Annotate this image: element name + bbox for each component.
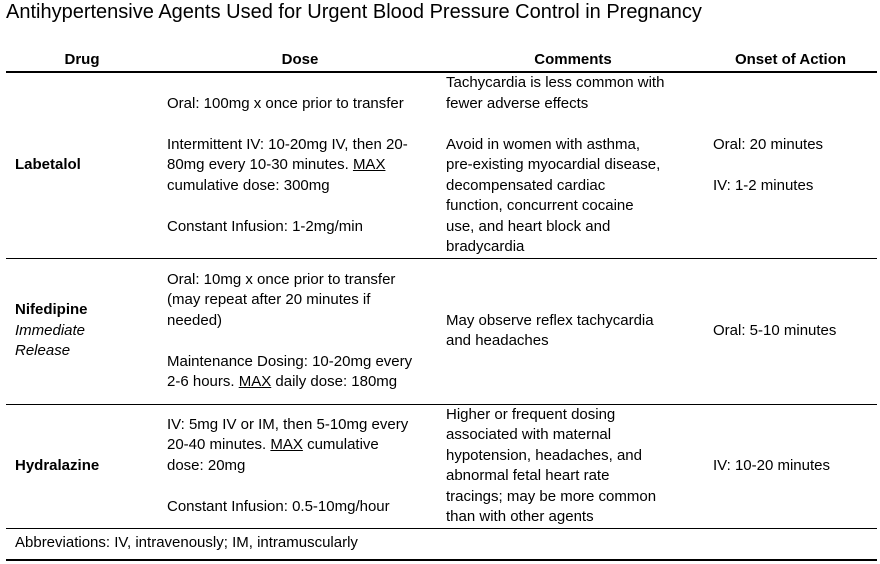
dose-line: (may repeat after 20 minutes if [167,291,371,308]
dose-text: daily dose: 180mg [271,373,398,390]
drug-cell [6,404,158,528]
drug-name: Hydralazine [15,456,100,474]
drug-cell [6,72,158,258]
dose-line: Intermittent IV: 10-20mg IV, then 20- [167,135,408,153]
dose-line: Constant Infusion: 1-2mg/min [167,217,363,235]
antihypertensive-table [6,49,877,561]
header-comments: Comments [442,49,704,72]
footnote-row [6,528,877,560]
dose-line: Constant Infusion: 0.5-10mg/hour [167,497,390,515]
dose-cell [158,258,442,404]
drug-formulation: Release [15,342,71,360]
comment-line: bradycardia [446,238,525,255]
max-label: MAX [238,373,272,390]
onset-cell [704,258,877,404]
drug-name: Labetalol [15,156,81,173]
dose-cell [158,72,442,258]
table-row-labetalol [6,72,877,258]
dose-line: dose: 20mg [167,456,246,474]
table-row-hydralazine [6,404,877,528]
dose-cell [158,404,442,528]
dose-text: 20-40 minutes. [167,436,271,454]
onset-cell [704,72,877,258]
table-row-nifedipine [6,258,877,404]
dose-line [167,372,442,393]
dose-text: cumulative [302,436,379,454]
drug-cell [6,258,158,404]
dose-text: 2-6 hours. [167,373,239,390]
dose-line [167,435,442,456]
comment-line: Higher or frequent dosing [446,405,616,423]
comment-line: tracings; may be more common [446,487,657,505]
drug-name: Nifedipine [15,301,88,319]
drug-formulation: Immediate [15,321,86,339]
comments-cell [442,72,704,258]
dose-line: IV: 5mg IV or IM, then 5-10mg every [167,415,409,433]
comment-line: fewer adverse effects [446,94,589,112]
header-row [6,49,877,72]
comment-line: hypotension, headaches, and [446,446,642,464]
dose-line: Oral: 100mg x once prior to transfer [167,94,404,112]
comment-line: Avoid in women with asthma, [446,135,640,153]
comment-line: than with other agents [446,508,594,525]
onset-cell [704,404,877,528]
header-dose: Dose [158,49,442,72]
header-onset: Onset of Action [704,49,877,72]
onset-line: Oral: 20 minutes [713,135,824,153]
onset-line: IV: 1-2 minutes [713,176,814,194]
comment-line: use, and heart block and [446,217,611,235]
comment-line: May observe reflex tachycardia [446,311,654,329]
comment-line: and headaches [446,332,549,349]
dose-text: 80mg every 10-30 minutes. [167,156,353,173]
comments-cell [442,258,704,404]
max-label: MAX [352,156,386,173]
comment-line: decompensated cardiac [446,176,606,194]
header-drug: Drug [6,49,158,72]
comment-line: pre-existing myocardial disease, [446,156,661,173]
dose-line: Maintenance Dosing: 10-20mg every [167,352,413,370]
comment-line: function, concurrent cocaine [446,197,634,214]
comments-cell [442,404,704,528]
dose-line: cumulative dose: 300mg [167,176,330,194]
table-title: Antihypertensive Agents Used for Urgent Blood Pressure Control in Pregnancy [6,1,702,23]
comment-line: associated with maternal [446,426,612,443]
onset-line: Oral: 5-10 minutes [713,321,837,339]
dose-line [167,155,442,176]
dose-line: needed) [167,311,223,329]
comment-line: Tachycardia is less common with [446,74,665,91]
dose-line: Oral: 10mg x once prior to transfer [167,270,396,288]
footnote: Abbreviations: IV, intravenously; IM, intramuscularly [6,528,877,560]
comment-line: abnormal fetal heart rate [446,467,610,484]
max-label: MAX [270,436,303,454]
onset-line: IV: 10-20 minutes [713,456,831,474]
